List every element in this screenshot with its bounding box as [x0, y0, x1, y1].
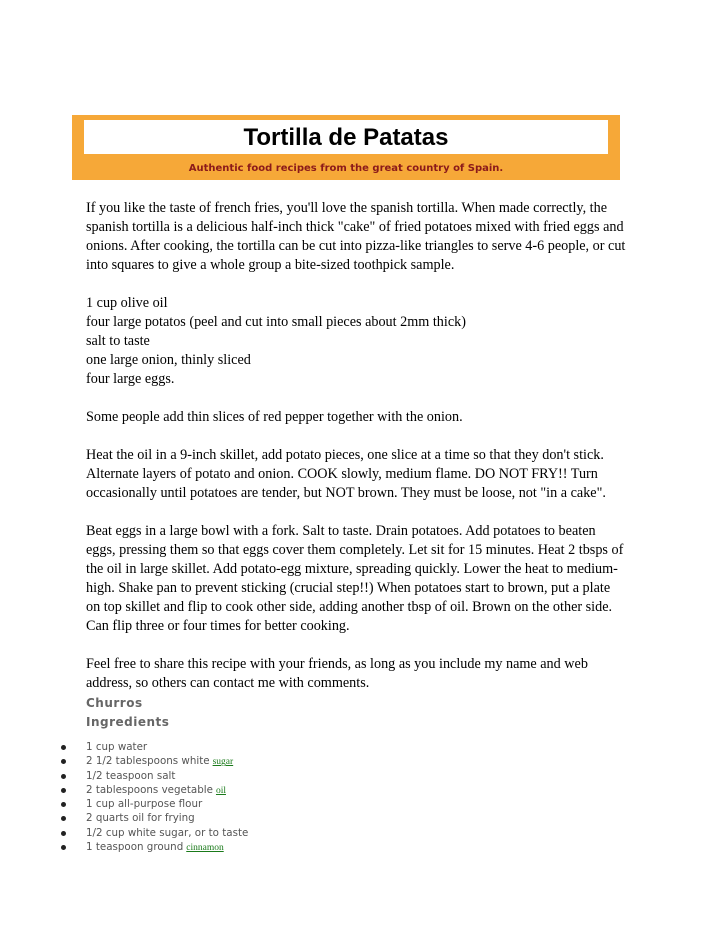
list-item: [0, 754, 400, 768]
ingredient-text: 1/2 teaspoon salt: [86, 769, 176, 782]
bullet-icon: [61, 802, 66, 807]
ingredient-text: 1 cup all-purpose flour: [86, 798, 203, 811]
list-item: [0, 783, 400, 797]
ingredient-text: 1 teaspoon ground: [86, 841, 184, 854]
ingredient-line: four large eggs.: [86, 371, 175, 387]
step-2: Beat eggs in a large bowl with a fork. Salt to taste. Drain potatoes. Add potatoes to beaten eggs, pressing them so that eggs cover them completely. Let sit for 15 minutes. Heat 2 tbsps of the oil in large skillet. Add potato-egg mixture, spreading quickly. Lower the heat to medium-high. Shake pan to prevent sticking (crucial step!!) When potatoes start to brown, put a plate on top skillet and flip to cook other side, adding another tbsp of oil. Brown on the other side. Can flip three or four times for better cooking.: [86, 523, 624, 634]
ingredient-text: 2 1/2 tablespoons white: [86, 755, 210, 768]
bullet-icon: [61, 745, 66, 750]
recipe-body: [86, 199, 626, 712]
ingredient-link-cinnamon[interactable]: cinnamon: [186, 843, 224, 854]
ingredient-text: 1 cup water: [86, 741, 148, 753]
ingredients-heading: Ingredients: [86, 715, 170, 729]
churros-heading: [86, 694, 169, 732]
ingredient-text: 1/2 cup white sugar, or to taste: [86, 826, 249, 839]
step-1: Heat the oil in a 9-inch skillet, add potato pieces, one slice at a time so that they don't stick. Alternate layers of potato and onion. COOK slowly, medium flame. DO NOT FRY!! Turn occasionally until potatoes are tender, but NOT brown. They must be loose, not "in a cake".: [86, 447, 606, 501]
list-item: [0, 826, 400, 840]
list-item: [0, 740, 400, 754]
title-box: [84, 120, 608, 154]
bullet-icon: [61, 759, 66, 764]
bullet-icon: [61, 831, 66, 836]
share-note: Feel free to share this recipe with your friends, as long as you include my name and web address, so others can contact me with comments.: [86, 656, 588, 691]
list-item: [0, 797, 400, 811]
ingredient-line: four large potatos (peel and cut into small pieces about 2mm thick): [86, 314, 466, 330]
list-item: [0, 769, 400, 783]
ingredient-text: 2 tablespoons vegetable: [86, 783, 213, 796]
bullet-icon: [61, 845, 66, 850]
ingredient-line: salt to taste: [86, 333, 150, 349]
churros-ingredients-list: [0, 740, 400, 854]
list-item: [0, 811, 400, 825]
ingredient-text: 2 quarts oil for frying: [86, 812, 195, 825]
intro-paragraph: If you like the taste of french fries, you'll love the spanish tortilla. When made correctly, the spanish tortilla is a delicious half-inch thick "cake" of fried potatoes mixed with fried eggs and onions. After cooking, the tortilla can be cut into pizza-like triangles to serve 4-6 people, or cut into squares to give a whole group a bite-sized toothpick sample.: [86, 200, 626, 273]
pepper-note: Some people add thin slices of red pepper together with the onion.: [86, 409, 463, 425]
ingredient-lines: [86, 294, 626, 389]
bullet-icon: [61, 788, 66, 793]
ingredient-link-oil[interactable]: oil: [215, 785, 226, 796]
bullet-icon: [61, 816, 66, 821]
ingredient-link-sugar[interactable]: sugar: [212, 757, 234, 768]
ingredient-line: 1 cup olive oil: [86, 295, 168, 311]
page-title: Tortilla de Patatas: [243, 124, 449, 151]
page-subtitle: Authentic food recipes from the great country of Spain.: [188, 163, 504, 174]
churros-title: Churros: [86, 696, 143, 710]
ingredient-line: one large onion, thinly sliced: [86, 352, 251, 368]
list-item: [0, 840, 400, 854]
bullet-icon: [61, 774, 66, 779]
header-banner: [72, 115, 620, 180]
